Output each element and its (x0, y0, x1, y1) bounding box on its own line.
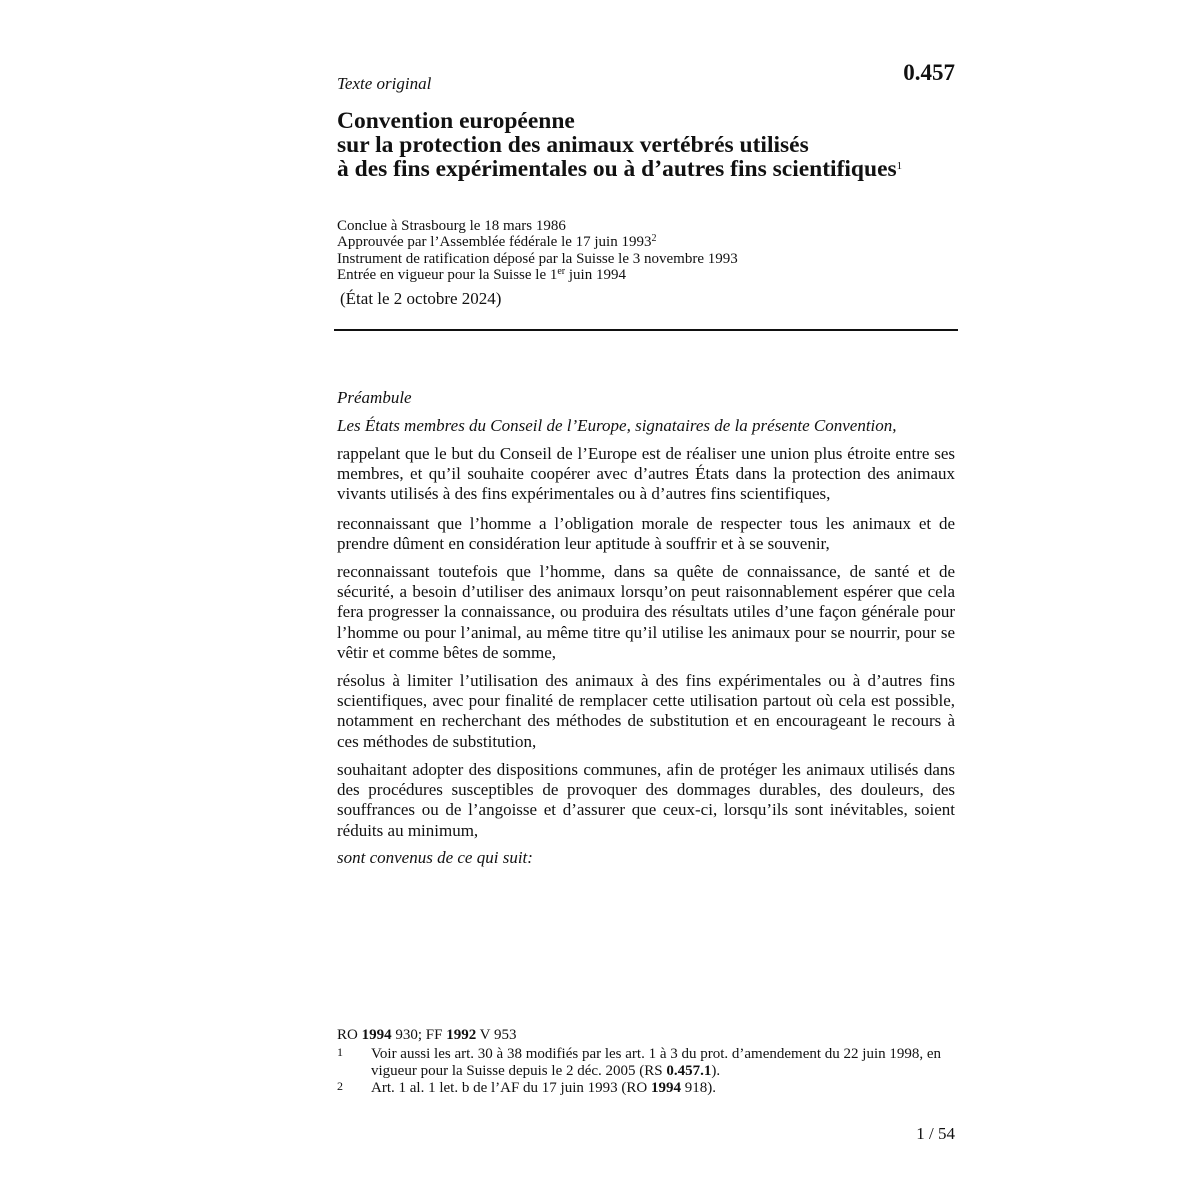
footnote-text-after: ). (711, 1062, 721, 1079)
preamble-heading: Préambule (337, 388, 412, 407)
footnote-bold-ref[interactable]: 1994 (650, 1080, 681, 1096)
meta-approved-line (337, 234, 738, 250)
footnote-number: 2 (337, 1079, 343, 1093)
meta-entry-suffix: juin 1994 (565, 266, 626, 283)
preamble-intro: Les États membres du Conseil de l’Europe, signataires de la présente Convention, (337, 416, 897, 435)
header-divider (334, 329, 958, 331)
meta-entry-prefix: Entrée en vigueur pour la Suisse le 1 (337, 266, 558, 283)
preamble-paragraph: reconnaissant toutefois que l’homme, dans sa quête de connaissance, de santé et de sécurité, a besoin d’utiliser des animaux lorsqu’on peut raisonnablement espérer que cela fera progresser la connaissance, ou produira des résultats utiles d’une façon générale pour l’homme ou pour l’animal, au même titre qu’il utilise les animaux pour se nourrir, pour se vêtir et comme bêtes de somme, (337, 562, 955, 662)
footnote-text-before: Voir aussi les art. 30 à 38 modifiés par les art. 1 à 3 du prot. d’amendement du 22 juin 1998, en vigueur pour la Suisse depuis le 2 déc. 2005 (RS (371, 1046, 942, 1079)
meta-approved: Approuvée par l’Assemblée fédérale le 17 juin 1993 (337, 234, 652, 251)
footnote (337, 1046, 957, 1079)
footnote (337, 1080, 957, 1097)
preamble-paragraph: souhaitant adopter des dispositions communes, afin de protéger les animaux utilisés dans des procédures susceptibles de provoquer des dommages durables, des douleurs, des souffrances ou de l’angoisse et d’assurer que ceux-ci, lorsqu’ils sont inévitables, soient réduits au minimum, (337, 760, 955, 840)
title-footnote-ref[interactable]: 1 (896, 160, 903, 172)
footnote-bold-ref[interactable]: 0.457.1 (666, 1062, 712, 1079)
meta-ratification: Instrument de ratification déposé par la Suisse le 3 novembre 1993 (337, 250, 738, 267)
footnote-number: 1 (337, 1045, 343, 1059)
title-line-3-text: à des fins expérimentales ou à d’autres fins scientifiques (337, 156, 897, 182)
page-number: 1 / 54 (916, 1124, 955, 1143)
meta-entry-line (337, 267, 738, 283)
preamble-closing: sont convenus de ce qui suit: (337, 848, 533, 867)
ff-page: V 953 (476, 1027, 517, 1043)
footnote-text-before: Art. 1 al. 1 let. b de l’AF du 17 juin 1993 (RO (371, 1080, 651, 1096)
preamble-paragraph: reconnaissant que l’homme a l’obligation morale de respecter tous les animaux et de prendre dûment en considération leur aptitude à souffrir et à se souvenir, (337, 514, 955, 554)
ro-page: 930; FF (391, 1027, 447, 1043)
meta-concluded: Conclue à Strasbourg le 18 mars 1986 (337, 218, 566, 234)
title-line-1: Convention européenne (337, 108, 575, 134)
footnote-text (371, 1080, 957, 1097)
document-title (337, 109, 967, 181)
ro-year: 1994 (361, 1027, 392, 1043)
preamble-paragraph: rappelant que le but du Conseil de l’Europe est de réaliser une union plus étroite entre ses membres, et qu’il souhaite coopérer avec d’autres États dans la protection des animaux vivants utilisés à des fins expérimentales ou à d’autres fins scientifiques, (337, 444, 955, 504)
ro-prefix: RO (337, 1027, 362, 1043)
footnote-text-after: 918). (680, 1080, 716, 1096)
footnote-text (371, 1046, 957, 1079)
meta-entry-sup: er (557, 265, 566, 277)
rs-number: 0.457 (903, 60, 955, 85)
preamble-paragraph: résolus à limiter l’utilisation des animaux à des fins expérimentales ou à d’autres fins scientifiques, avec pour finalité de remplacer cette utilisation partout où cela est possible, notamment en recherchant des méthodes de substitution et en encourageant le recours à ces méthodes de substitution, (337, 671, 955, 751)
official-references (337, 1027, 517, 1044)
convention-metadata (337, 218, 738, 283)
title-line-3 (337, 157, 967, 181)
status-date: (État le 2 octobre 2024) (340, 289, 502, 308)
text-version-label: Texte original (337, 74, 432, 93)
title-line-2: sur la protection des animaux vertébrés utilisés (337, 132, 809, 158)
ff-year: 1992 (446, 1027, 477, 1043)
meta-approved-footnote-ref[interactable]: 2 (651, 233, 657, 245)
